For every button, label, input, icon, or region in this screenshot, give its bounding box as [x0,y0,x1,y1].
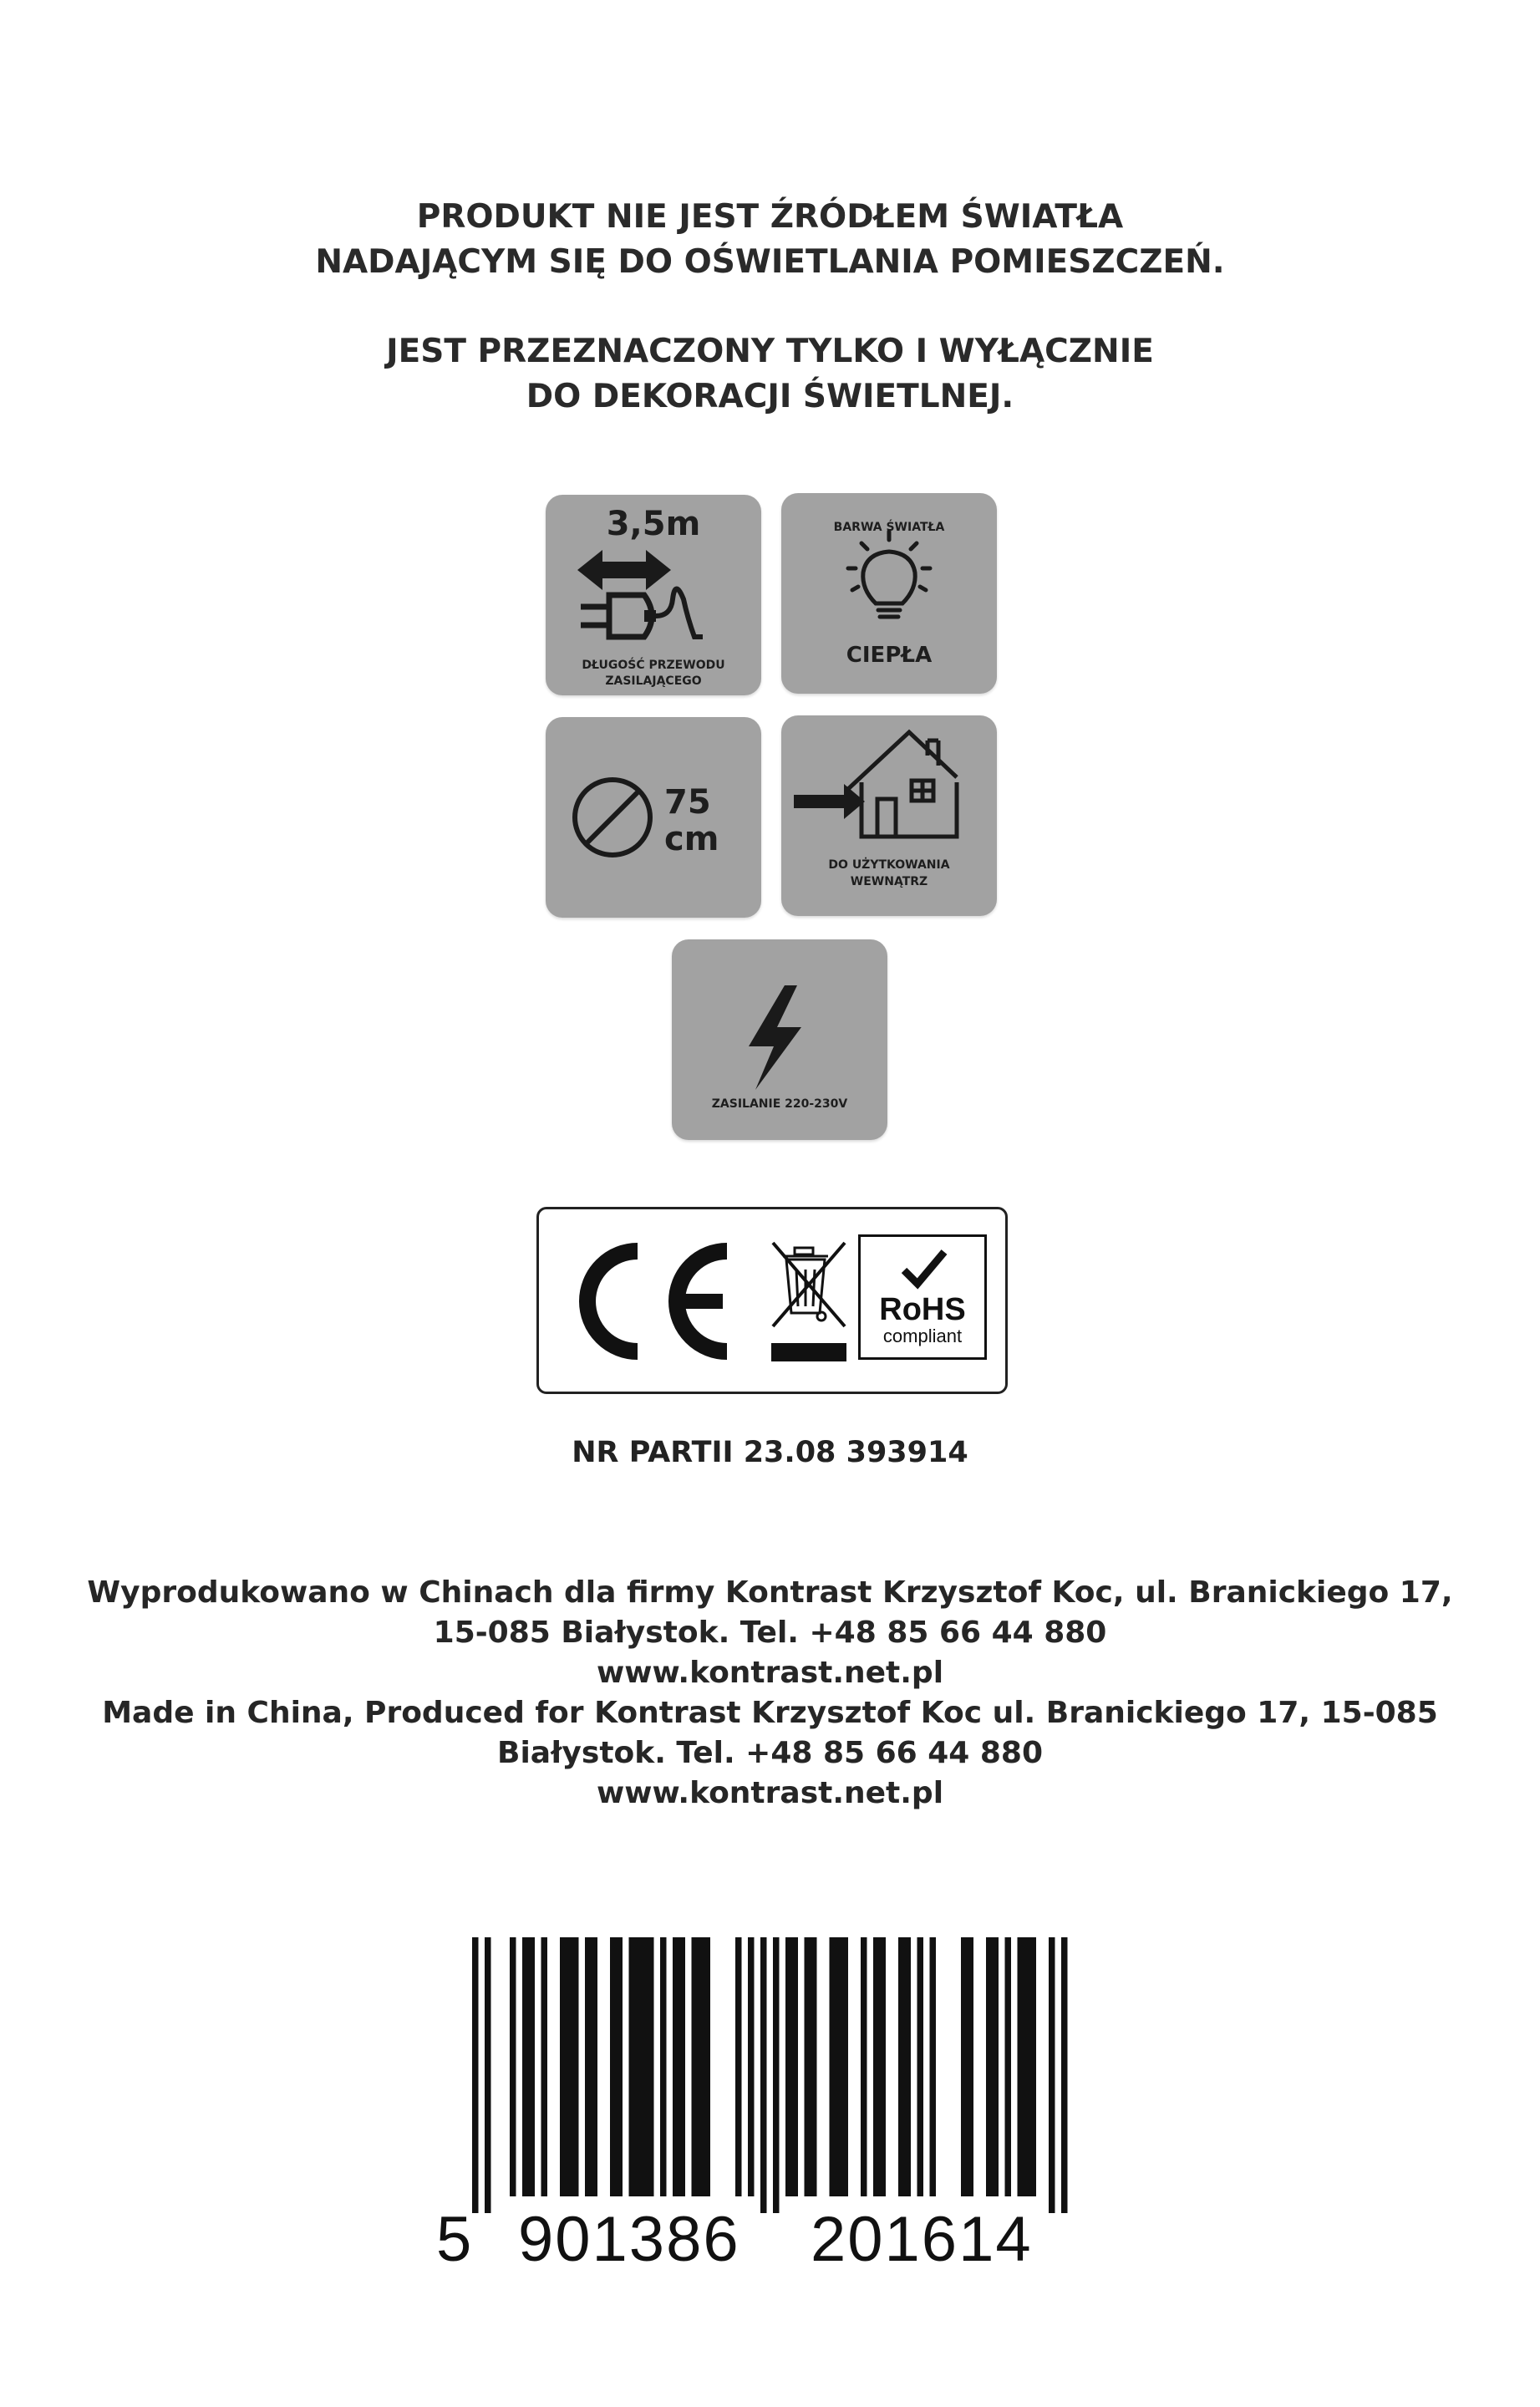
light-color-title: BARWA ŚWIATŁA [833,521,945,534]
indoor-label-1: DO UŻYTKOWANIA [828,858,950,872]
barcode-right-group: 201614 [811,2204,1033,2275]
barcode-bar [635,1937,642,2196]
barcode-bar [629,1937,636,2196]
manufacturer-en-website: www.kontrast.net.pl [596,1776,944,1810]
diameter-unit: cm [664,820,719,858]
barcode-bar [1061,1937,1068,2213]
barcode-bar [861,1937,867,2196]
barcode-bar [792,1937,799,2196]
barcode-bar [1049,1937,1055,2213]
barcode-bar [811,1937,817,2196]
barcode-bar [785,1937,792,2196]
warning-line-4: DO DEKORACJI ŚWIETLNEJ. [526,378,1014,415]
barcode-bar [830,1937,836,2196]
barcode-bar [805,1937,811,2196]
manufacturer-pl-website: www.kontrast.net.pl [596,1656,944,1690]
barcode-bar [842,1937,849,2196]
warning-block-2 [0,329,1540,420]
barcode-bar [698,1937,704,2196]
barcode-bar [529,1937,536,2196]
manufacturer-en-line-1: Made in China, Produced for Kontrast Krzysztof Koc ul. Branickiego 17, 15-085 [102,1696,1438,1730]
barcode-bar [968,1937,974,2196]
barcode-bar [617,1937,623,2196]
barcode-bar [704,1937,711,2196]
light-color-tile [781,493,997,694]
certification-marks [536,1207,1008,1394]
barcode-bar [610,1937,617,2196]
barcode-bar [1018,1937,1024,2196]
barcode-first-digit: 5 [436,2204,472,2275]
barcode-left-group: 901386 [518,2204,740,2275]
barcode-bar [679,1937,686,2196]
light-color-value: CIEPŁA [846,643,933,668]
indoor-label-2: WEWNĄTRZ [850,875,928,888]
barcode-bar [510,1937,516,2196]
barcode-bar [748,1937,755,2196]
barcode-bar [692,1937,699,2196]
barcode-bar [735,1937,742,2196]
barcode-bar [1024,1937,1030,2196]
barcode-bar [592,1937,598,2196]
barcode-bar [930,1937,937,2196]
rohs-subtitle: compliant [882,1326,963,1346]
barcode-bar [585,1937,592,2196]
power-label: ZASILANIE 220-230V [711,1097,848,1111]
barcode-bar [986,1937,993,2196]
cable-length-value: 3,5m [606,505,701,543]
diameter-value: 75 [664,783,711,822]
power-tile [672,939,887,1140]
diameter-tile [546,717,761,918]
barcode-bar [880,1937,887,2196]
rohs-title: RoHS [879,1292,966,1327]
indoor-use-tile [781,715,997,916]
barcode-bar [522,1937,529,2196]
manufacturer-pl-line-2: 15-085 Białystok. Tel. +48 85 66 44 880 [433,1616,1107,1650]
manufacturer-en-line-2: Białystok. Tel. +48 85 66 44 880 [497,1736,1043,1770]
barcode-bar [873,1937,880,2196]
barcode-bar [993,1937,999,2196]
cable-length-tile [546,495,761,695]
manufacturer-info [0,1573,1540,1814]
weee-bin-icon [765,1236,856,1378]
barcode-bar [760,1937,767,2213]
barcode-bar [560,1937,567,2196]
batch-number: NR PARTII 23.08 393914 [572,1436,968,1469]
rohs-mark [858,1234,987,1360]
cable-length-label-2: ZASILAJĄCEGO [605,674,702,688]
barcode-bar [673,1937,679,2196]
barcode-bar [961,1937,968,2196]
barcode-bar [541,1937,548,2196]
warning-line-3: JEST PRZEZNACZONY TYLKO I WYŁĄCZNIE [386,333,1154,370]
barcode-bar [660,1937,667,2196]
barcode-bar [642,1937,648,2196]
barcode [435,1937,1086,2213]
barcode-bar [905,1937,912,2196]
barcode-bar [572,1937,579,2196]
warning-line-1: PRODUKT NIE JEST ŹRÓDŁEM ŚWIATŁA [416,198,1124,236]
barcode-bar [898,1937,905,2196]
barcode-bar [917,1937,924,2196]
cable-length-label-1: DŁUGOŚĆ PRZEWODU [582,659,725,672]
barcode-bar [648,1937,654,2196]
barcode-bar [472,1937,479,2213]
barcode-bar [485,1937,491,2213]
barcode-bar [1005,1937,1012,2196]
barcode-bar [773,1937,780,2213]
barcode-bar [567,1937,573,2196]
barcode-bar [836,1937,842,2196]
warning-line-2: NADAJĄCYM SIĘ DO OŚWIETLANIA POMIESZCZEŃ. [315,243,1225,281]
manufacturer-pl-line-1: Wyprodukowano w Chinach dla firmy Kontrast Krzysztof Koc, ul. Branickiego 17, [87,1575,1453,1610]
warning-block-1 [0,195,1540,285]
barcode-bar [1030,1937,1037,2196]
